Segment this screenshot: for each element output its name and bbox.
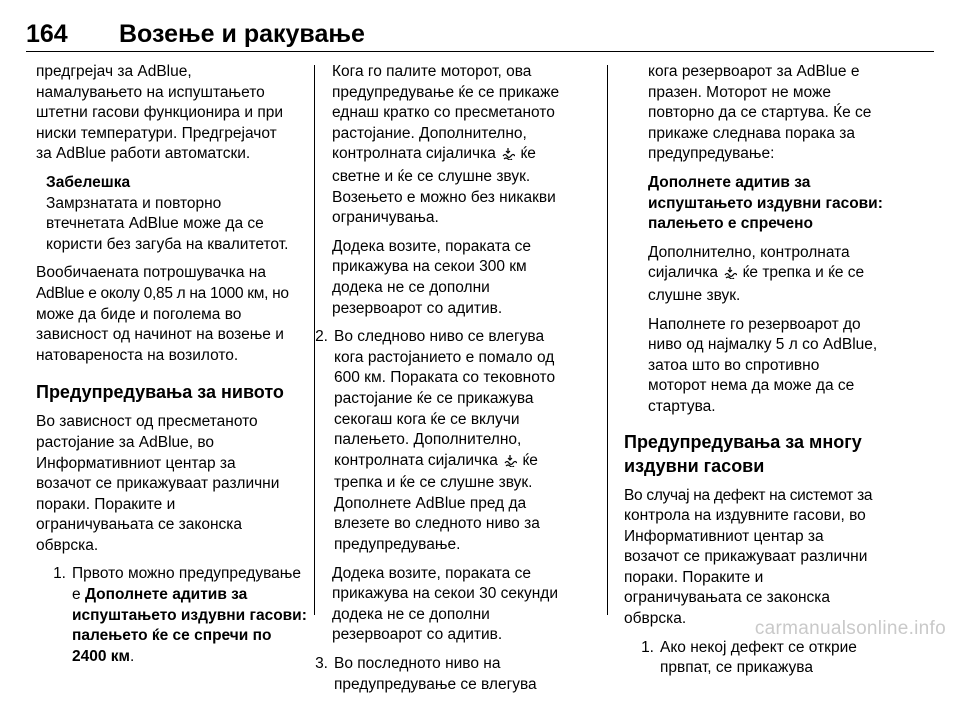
paragraph: Дополнително, контролната сијаличка ќе трепка и ќе се слушне звук. xyxy=(648,243,865,304)
intro-paragraph: предгрејач за AdBlue, намалувањето на испуштањето штетни гасови функционира и при ниски температури. Предгрејачот за AdBlue работи автоматски. xyxy=(36,63,283,163)
header-rule xyxy=(26,51,934,52)
page-number: 164 xyxy=(26,20,68,48)
levels-intro-paragraph: Во зависност од пресметаното растојание за AdBlue, во Информативниот центар за возачот се прикажуваат различни пораки. Пораките и ограничувањата се законска обврска. xyxy=(36,413,280,554)
watermark: carmanualsonline.info xyxy=(754,618,946,639)
section-heading-levels: Предупредувања за нивото xyxy=(36,382,284,403)
note-box: Забелешка Замрзнатата и повторно втечнетата AdBlue може да се користи без загуба на квалитетот. xyxy=(36,173,300,255)
column-divider xyxy=(607,65,608,615)
exhaust-fluid-warning-icon xyxy=(503,453,517,474)
section-heading-emissions: Предупредувања за многу издувни гасови xyxy=(624,431,862,476)
list-number: 1. xyxy=(53,565,66,583)
list-number: 1. xyxy=(641,638,654,656)
list-number: 3. xyxy=(315,655,328,673)
note-title: Забелешка xyxy=(46,173,131,191)
list-item: 1. Ако некој дефект се открие првпат, се прикажува xyxy=(634,638,894,679)
exhaust-fluid-warning-icon xyxy=(723,265,737,286)
column-3 xyxy=(624,62,894,687)
paragraph: кога резервоарот за AdBlue е празен. Моторот не може повторно да се стартува. Ќе се прикаже следнава порака за предупредување: xyxy=(648,63,872,163)
chapter-title: Возење и ракување xyxy=(119,20,365,48)
consumption-paragraph: Вообичаената потрошувачка на AdBlue е околу 0,85 л на 1000 км, но може да биде и поголема во зависност од начинот на возење и натовареноста на возилото. xyxy=(36,264,289,364)
warning-message: Дополнете адитив за испуштањето издувни гасови: палењето е спречено xyxy=(648,173,883,233)
list-item: 1. Првото можно предупредување е Дополнете адитив за испуштањето издувни гасови: палењето ќе се спречи по 2400 км. xyxy=(46,564,300,667)
list-item: 3. Во последното ниво на предупредување се влегува xyxy=(308,654,598,695)
paragraph: Кога го палите моторот, ова предупредување ќе се прикаже еднаш кратко со пресметаното растојание. Дополнително, контролната сијаличка ќе светне и ќе се слушне звук. Возењето е можно без никакви ограничувања. xyxy=(332,63,560,227)
paragraph: Во случај на дефект на системот за контрола на издувните гасови, во Информативниот центар за возачот се прикажуваат различни пораки. Пораките и ограничувањата се законска обврска. xyxy=(624,486,873,628)
column-1 xyxy=(36,62,307,675)
list-number: 2. xyxy=(315,328,328,346)
paragraph: Наполнете го резервоарот до ниво од најмалку 5 л со AdBlue, затоа што во спротивно моторот нема да може да се стартува. xyxy=(648,315,878,415)
page-header xyxy=(26,18,934,52)
paragraph: Додека возите, пораката се прикажува на секои 30 секунди додека не се дополни резервоарот со адитив. xyxy=(332,564,558,644)
paragraph: Додека возите, пораката се прикажува на секои 300 км додека не се дополни резервоарот со адитив. xyxy=(332,237,531,317)
list-item: 2. Во следново ниво се влегува кога растојанието е помало од 600 км. Пораката со тековното растојание ќе се прикажува секогаш кога ќе се вклучи палењето. Дополнително, контролната сијаличка ќе трепка и ќе се слушне звук. Дополнете AdBlue пред да влезете во следното ниво за предупредување. xyxy=(308,327,598,556)
column-2 xyxy=(315,62,598,703)
exhaust-fluid-warning-icon xyxy=(501,146,515,167)
